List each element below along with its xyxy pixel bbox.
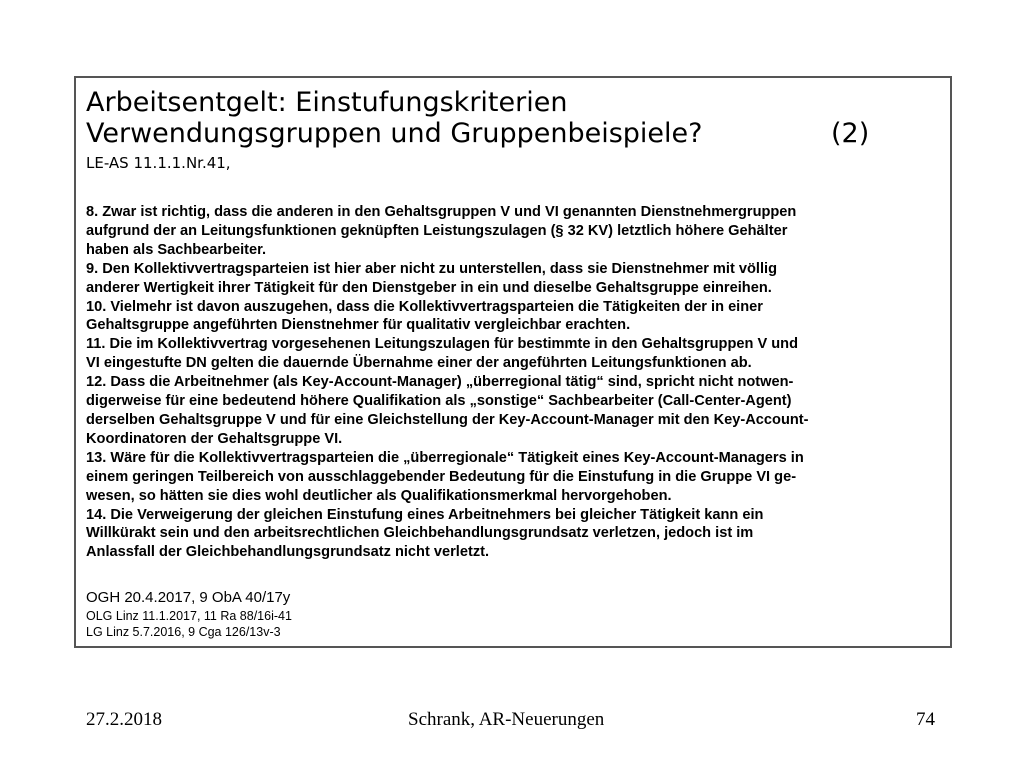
- ruling-text-line: 11. Die im Kollektivvertrag vorgesehenen Leitungszulagen für bestimmte in den Gehaltsgruppen V und: [86, 336, 799, 353]
- ruling-text-line: wesen, so hätten sie dies wohl deutlicher als Qualifikationsmerkmal hervorgehoben.: [86, 487, 672, 504]
- title-line-2-text: Verwendungsgruppen und Gruppenbeispiele?: [86, 118, 703, 149]
- slide-content-frame: [74, 76, 952, 648]
- ruling-text-line: anderer Wertigkeit ihrer Tätigkeit für den Dienstgeber in ein und dieselbe Gehaltsgruppe einreihen.: [86, 279, 772, 296]
- footer-page-number: 74: [916, 709, 935, 730]
- ruling-text-line: digerweise für eine bedeutend höhere Qualifikation als „sonstige“ Sachbearbeiter (Call-Center-Agent): [86, 393, 792, 410]
- ruling-text-line: einem geringen Teilbereich von ausschlaggebender Bedeutung für die Einstufung in die Gruppe VI ge-: [86, 468, 797, 485]
- ruling-text-line: Koordinatoren der Gehaltsgruppe VI.: [86, 430, 343, 447]
- ruling-text: [86, 203, 946, 562]
- citation-olg: OLG Linz 11.1.2017, 11 Ra 88/16i-41: [86, 609, 292, 623]
- title-number: (2): [831, 118, 870, 149]
- ruling-text-line: 14. Die Verweigerung der gleichen Einstufung eines Arbeitnehmers bei gleicher Tätigkeit kann ein: [86, 506, 764, 523]
- citation-ogh: OGH 20.4.2017, 9 ObA 40/17y: [86, 589, 291, 606]
- ruling-text-line: derselben Gehaltsgruppe V und für eine Gleichstellung der Key-Account-Manager mit den Key-Account-: [86, 411, 809, 428]
- footer-date: 27.2.2018: [86, 709, 162, 730]
- ruling-text-line: 12. Dass die Arbeitnehmer (als Key-Account-Manager) „überregional tätig“ sind, spricht nicht notwen-: [86, 374, 794, 391]
- title-line-1: Arbeitsentgelt: Einstufungskriterien: [86, 87, 568, 118]
- citation-lg: LG Linz 5.7.2016, 9 Cga 126/13v-3: [86, 625, 281, 639]
- ruling-text-line: Anlassfall der Gleichbehandlungsgrundsatz nicht verletzt.: [86, 544, 490, 561]
- ruling-text-line: 13. Wäre für die Kollektivvertragsparteien die „überregionale“ Tätigkeit eines Key-Account-Managers in: [86, 449, 804, 466]
- ruling-text-line: haben als Sachbearbeiter.: [86, 241, 267, 258]
- ruling-text-line: 8. Zwar ist richtig, dass die anderen in den Gehaltsgruppen V und VI genannten Dienstnehmergruppen: [86, 204, 797, 220]
- ruling-text-line: Gehaltsgruppe angeführten Dienstnehmer für qualitativ vergleichbar erachten.: [86, 317, 631, 334]
- legal-reference: LE-AS 11.1.1.Nr.41,: [86, 154, 231, 172]
- footer-author: Schrank, AR-Neuerungen: [408, 709, 605, 730]
- ruling-text-line: VI eingestufte DN gelten die dauernde Übernahme einer der angeführten Leitungsfunktionen ab.: [86, 355, 752, 372]
- ruling-text-line: 10. Vielmehr ist davon auszugehen, dass die Kollektivvertragsparteien die Tätigkeiten der in einer: [86, 298, 763, 315]
- ruling-text-line: Willkürakt sein und den arbeitsrechtlichen Gleichbehandlungsgrundsatz verletzen, jedoch ist im: [86, 525, 754, 542]
- slide-title: [86, 87, 946, 149]
- ruling-text-line: 9. Den Kollektivvertragsparteien ist hier aber nicht zu unterstellen, dass sie Dienstnehmer mit völlig: [86, 260, 777, 277]
- ruling-text-line: aufgrund der an Leitungsfunktionen geknüpften Leistungszulagen (§ 32 KV) letztlich höhere Gehälter: [86, 222, 788, 239]
- title-line-2: [86, 118, 946, 149]
